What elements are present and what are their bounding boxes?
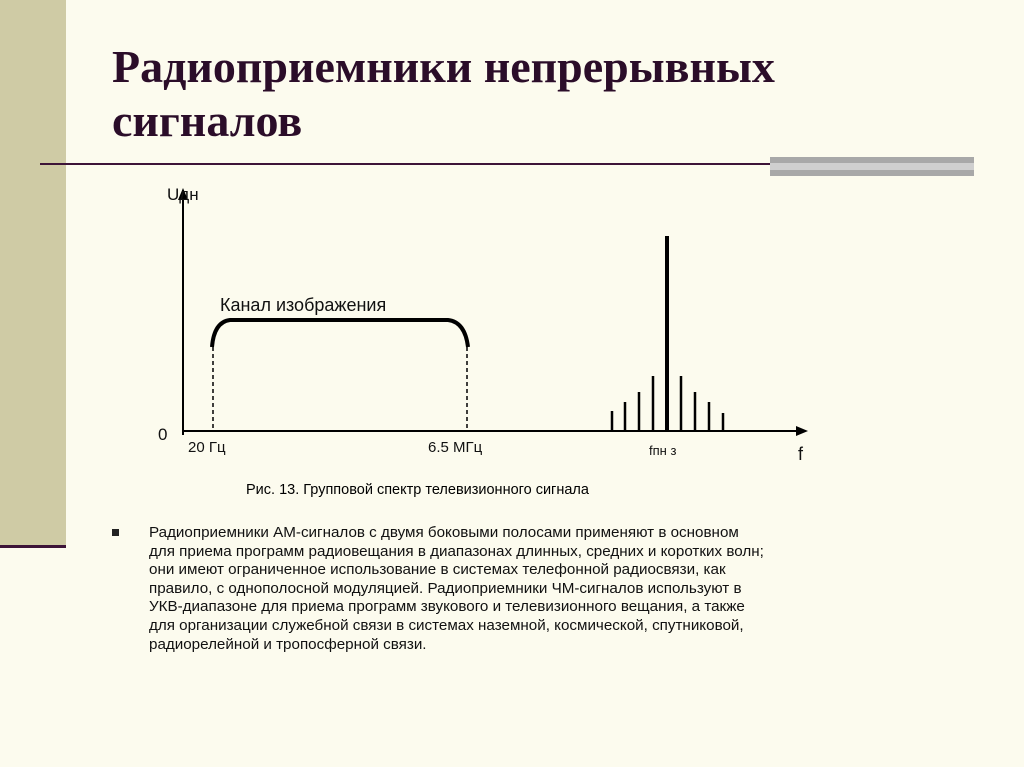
- channel-envelope: [212, 320, 468, 347]
- y-axis-label: Uдн: [167, 185, 199, 204]
- origin-label: 0: [158, 425, 168, 444]
- carrier-spectrum-lines: [612, 236, 723, 431]
- x-axis-arrow: [796, 426, 808, 436]
- figure-caption: Рис. 13. Групповой спектр телевизионного сигнала: [246, 482, 589, 498]
- bullet-item: [112, 524, 972, 654]
- x-axis-label: f: [798, 444, 804, 464]
- tick-start-label: 20 Гц: [188, 439, 226, 456]
- slide-title: Радиоприемники непрерывных сигналов: [112, 41, 775, 146]
- carrier-label: fпн з: [649, 443, 677, 458]
- bullet-paragraph: Радиоприемники АМ-сигналов с двумя боковыми полосами применяют в основном для приема программ радиовещания в диапазонах длинных, средних и коротких волн; они имеют ограниченное использование в системах телефонной радиосвязи, как правило, с однополосной модуляцией. Радиоприемники ЧМ-сигналов используют в УКВ-диапазоне для приема программ звукового и телевизионного вещания, а также для организации служебной связи в системах наземной, космической, спутниковой, радиорелейной и тропосферной связи.: [149, 524, 764, 653]
- title-accent-stripes: [770, 157, 974, 176]
- left-decor-bar: [0, 0, 66, 546]
- spectrum-figure: [150, 180, 820, 480]
- tick-end-label: 6.5 МГц: [428, 439, 483, 456]
- left-decor-line: [0, 545, 66, 548]
- channel-label: Канал изображения: [220, 295, 387, 315]
- square-bullet-icon: [112, 529, 119, 536]
